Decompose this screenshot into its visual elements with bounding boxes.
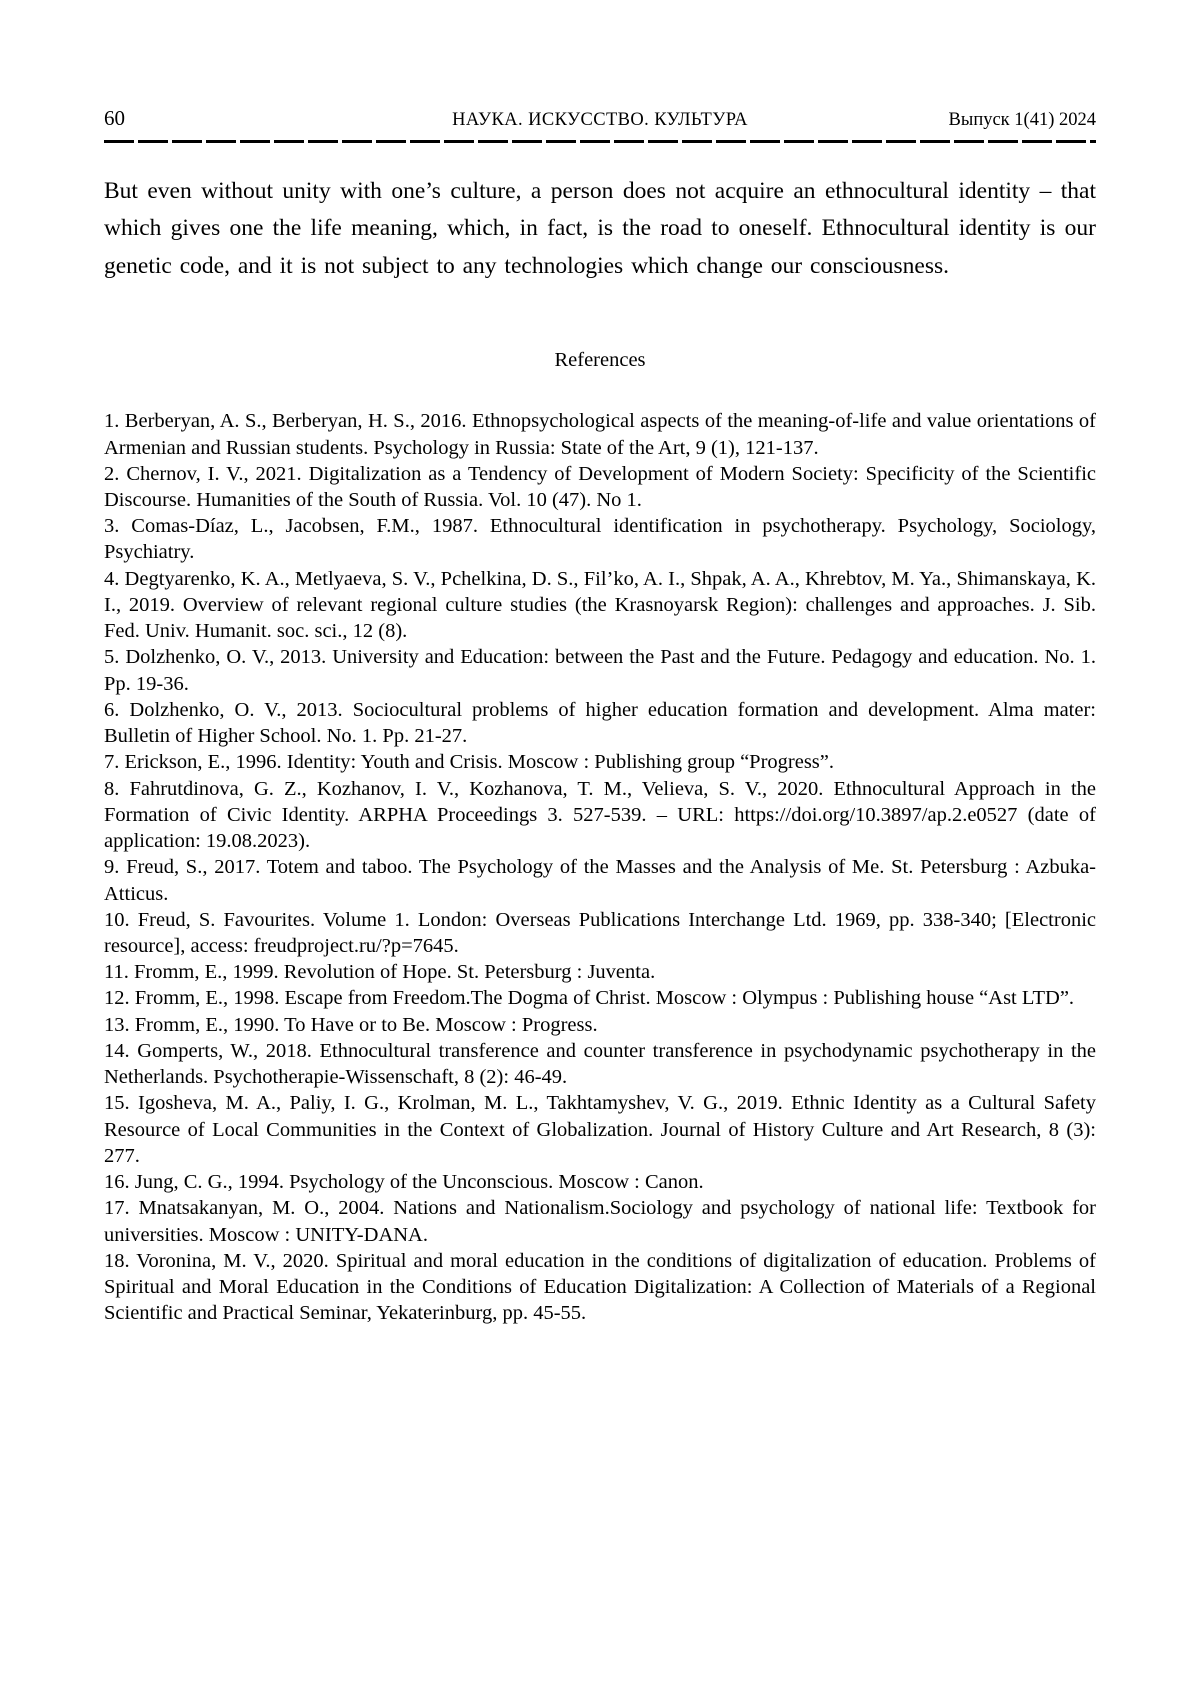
reference-item: 17. Mnatsakanyan, M. O., 2004. Nations and Nationalism.Sociology and psychology of national life: Textbook for universities. Moscow : UNITY-DANA.	[104, 1197, 1096, 1246]
reference-item: 12. Fromm, E., 1998. Escape from Freedom.The Dogma of Christ. Moscow : Olympus : Publishing house “Ast LTD”.	[104, 987, 1075, 1010]
reference-item: 2. Chernov, I. V., 2021. Digitalization as a Tendency of Development of Modern Society: Specificity of the Scientific Discourse. Humanities of the South of Russia. Vol. 10 (47). No 1.	[104, 462, 1096, 511]
reference-item: 5. Dolzhenko, O. V., 2013. University and Education: between the Past and the Future. Pedagogy and education. No. 1. Pp. 19-36.	[104, 646, 1096, 695]
references-heading: References	[554, 349, 646, 372]
issue-label: Выпуск 1(41) 2024	[948, 110, 1096, 130]
reference-item: 16. Jung, C. G., 1994. Psychology of the Unconscious. Moscow : Canon.	[104, 1171, 704, 1194]
page-number: 60	[104, 106, 125, 130]
reference-item: 1. Berberyan, A. S., Berberyan, H. S., 2016. Ethnopsychological aspects of the meaning-of-life and value orientations of Armenian and Russian students. Psychology in Russia: State of the Art, 9 (1), 121-137.	[104, 410, 1096, 459]
reference-item: 9. Freud, S., 2017. Totem and taboo. The Psychology of the Masses and the Analysis of Me. St. Petersburg : Azbuka-Atticus.	[104, 856, 1096, 905]
reference-item: 7. Erickson, E., 1996. Identity: Youth and Crisis. Moscow : Publishing group “Progress”.	[104, 751, 835, 774]
reference-item: 8. Fahrutdinova, G. Z., Kozhanov, I. V., Kozhanova, T. M., Velieva, S. V., 2020. Ethnocultural Approach in the Formation of Civic Identity. ARPHA Proceedings 3. 527-539. – URL: https://doi.org/10.3897/ap.2.e0527 (date of application: 19.08.2023).	[104, 777, 1096, 853]
reference-item: 11. Fromm, E., 1999. Revolution of Hope. St. Petersburg : Juventa.	[104, 961, 656, 984]
reference-item: 18. Voronina, M. V., 2020. Spiritual and moral education in the conditions of digitalization of education. Problems of Spiritual and Moral Education in the Conditions of Education Digitalization: A Collection of Materials of a Regional Scientific and Practical Seminar, Yekaterinburg, pp. 45-55.	[104, 1249, 1096, 1325]
reference-item: 4. Degtyarenko, K. A., Metlyaeva, S. V., Pchelkina, D. S., Fil’ko, A. I., Shpak, A. A., Khrebtov, M. Ya., Shimanskaya, K. I., 2019. Overview of relevant regional culture studies (the Krasnoyarsk Region): challenges and approaches. J. Sib. Fed. Univ. Humanit. soc. sci., 12 (8).	[104, 567, 1096, 643]
references-list	[104, 408, 1096, 1326]
reference-item: 6. Dolzhenko, O. V., 2013. Sociocultural problems of higher education formation and development. Alma mater: Bulletin of Higher School. No. 1. Pp. 21-27.	[104, 698, 1096, 748]
body-paragraph: But even without unity with one’s culture, a person does not acquire an ethnocultural identity – that which gives one the life meaning, which, in fact, is the road to oneself. Ethnocultural identity is our genetic code, and it is not subject to any technologies which change our consciousness.	[104, 177, 1096, 279]
header-rule	[104, 140, 1096, 143]
page-header	[104, 106, 1096, 131]
journal-title: НАУКА. ИСКУССТВО. КУЛЬТУРА	[452, 110, 748, 130]
reference-item: 14. Gomperts, W., 2018. Ethnocultural transference and counter transference in psychodynamic psychotherapy in the Netherlands. Psychotherapie-Wissenschaft, 8 (2): 46-49.	[104, 1039, 1096, 1089]
reference-item: 10. Freud, S. Favourites. Volume 1. London: Overseas Publications Interchange Ltd. 1969, pp. 338-340; [Electronic resource], access: freudproject.ru/?p=7645.	[104, 908, 1096, 957]
reference-item: 13. Fromm, E., 1990. To Have or to Be. Moscow : Progress.	[104, 1013, 598, 1036]
reference-item: 3. Comas-Díaz, L., Jacobsen, F.M., 1987. Ethnocultural identification in psychotherapy. Psychology, Sociology, Psychiatry.	[104, 515, 1096, 564]
reference-item: 15. Igosheva, M. A., Paliy, I. G., Krolman, M. L., Takhtamyshev, V. G., 2019. Ethnic Identity as a Cultural Safety Resource of Local Communities in the Context of Globalization. Journal of History Culture and Art Research, 8 (3): 277.	[104, 1092, 1096, 1167]
